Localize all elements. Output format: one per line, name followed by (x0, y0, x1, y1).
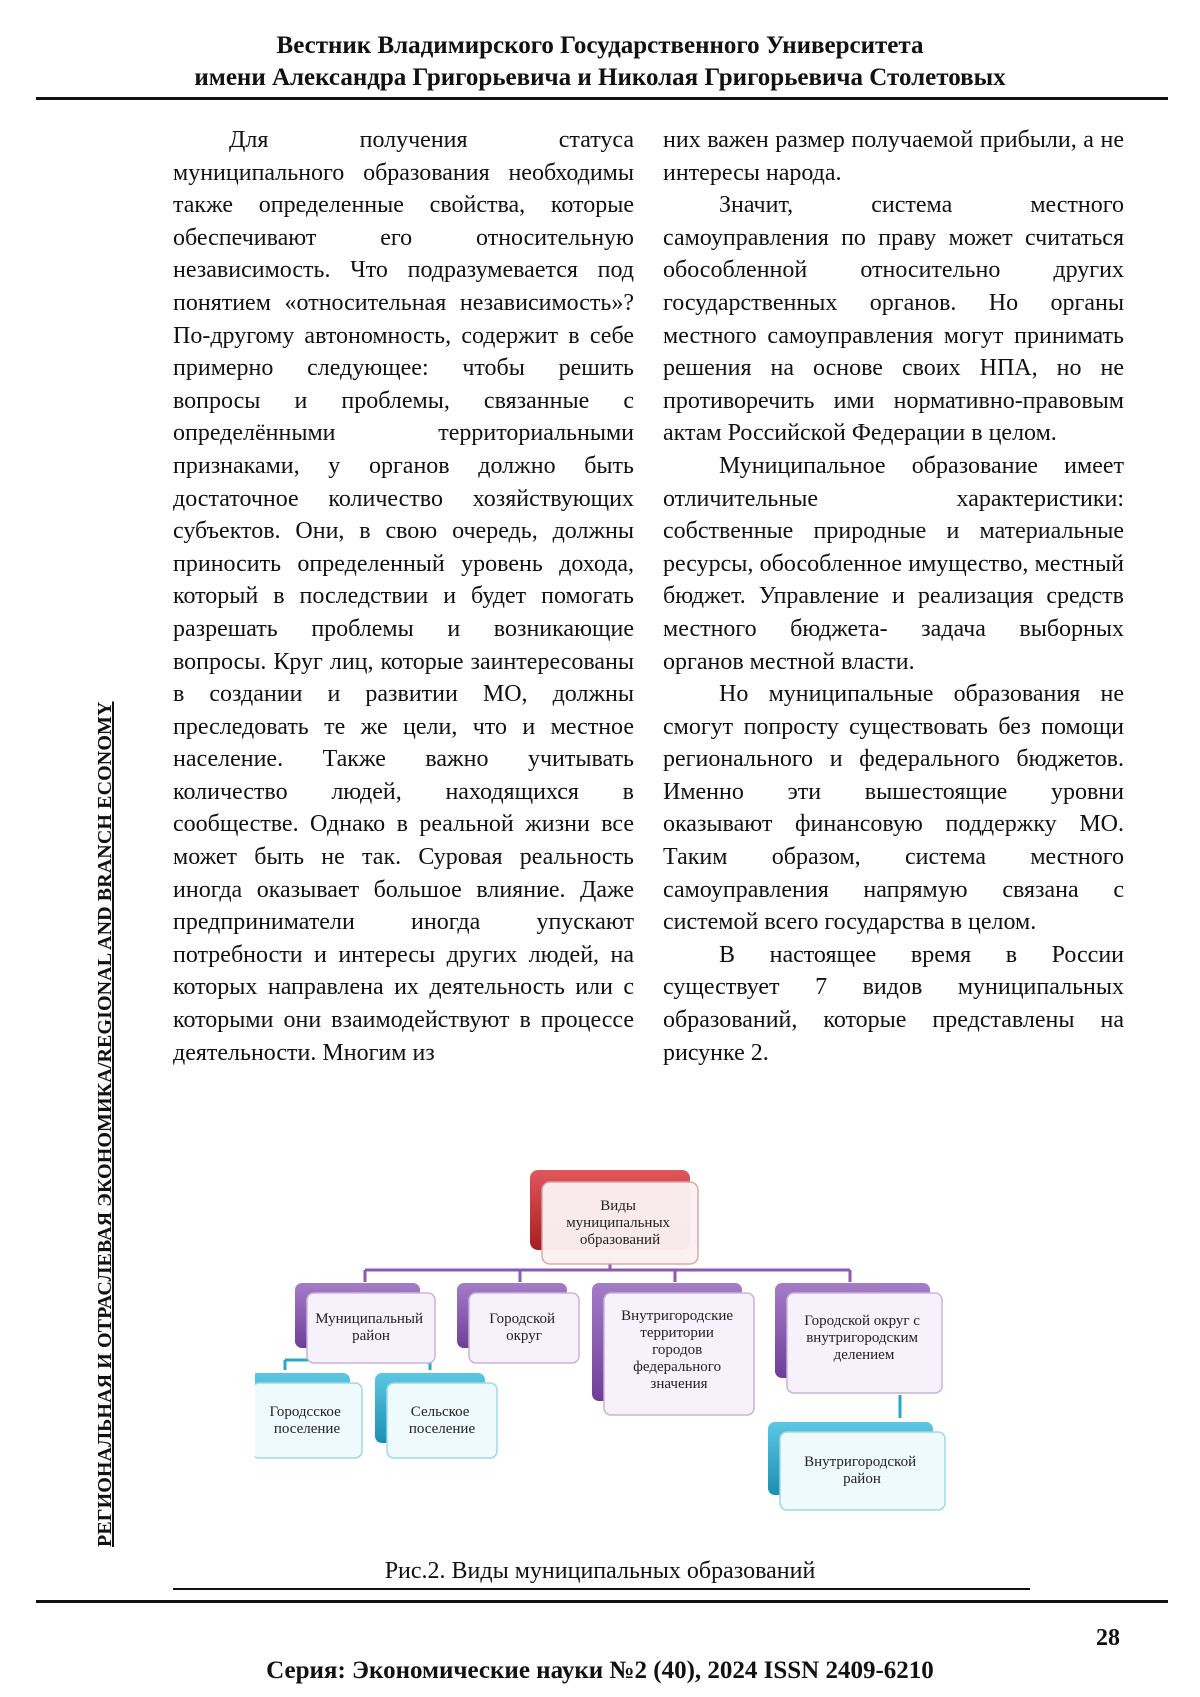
urban-settlement-label: Городсское поселение (269, 1404, 341, 1437)
rural-settlement-label: Сельское поселение (408, 1404, 476, 1437)
journal-header (0, 30, 1200, 94)
municipal-types-diagram (255, 1170, 1055, 1545)
page-number: 28 (1096, 1625, 1120, 1651)
journal-title-line-2: имени Александра Григорьевича и Николая Григорьевича Столетовых (194, 64, 1006, 91)
journal-series-footer: Серия: Экономические науки №2 (40), 2024 ISSN 2409-6210 (266, 1657, 934, 1684)
federal-cities-territories-box (592, 1283, 754, 1415)
header-rule (36, 97, 1168, 100)
municipal-district-label: Муниципальный район (315, 1311, 424, 1344)
city-district-label: Городской округ (489, 1311, 556, 1344)
paragraph: Для получения статуса муниципального образования необходимы также определенные свойства, которые обеспечивают его относительную независимость. Что подразумевается под понятием «относительная независимость»? По-другому автономность, содержит в себе примерно следующее: чтобы решить вопросы и проблемы, связанные с определёнными территориальными признаками, у органов должно быть достаточное количество хозяйствующих субъектов. Они, в свою очередь, должны приносить определенный уровень дохода, который в последствии и будет помогать разрешать проблемы и возникающие вопросы. Круг лиц, которые заинтересованы в создании и развитии МО, должны преследовать те же цели, что и местное население. Также важно учитывать количество людей, находящихся в сообществе. Однако в реальной жизни все может быть не так. Суровая реальность иногда оказывает большое влияние. Даже предприниматели иногда упускают потребности и интересы других людей, на которых направлена их деятельность или с которыми они взаимодействуют в процессе деятельности. Многим из (173, 127, 634, 1066)
root-label: Виды муниципальных образований (566, 1198, 671, 1248)
paragraph: Значит, система местного самоуправления по праву может считаться обособленной относительно других государственных органов. Но органы местного самоуправления могут принимать решения на основе своих НПА, но не противоречить ими нормативно-правовым актам Российской Федерации в целом. (663, 192, 1124, 447)
intracity-district-label: Внутригородской район (804, 1454, 917, 1487)
left-column (173, 124, 634, 1069)
section-side-label: РЕГИОНАЛЬНАЯ И ОТРАСЛЕВАЯ ЭКОНОМИКА/REGIONAL AND BRANCH ECONOMY (94, 701, 116, 1547)
caption-rule (173, 1588, 1030, 1590)
paragraph: В настоящее время в России существует 7 видов муниципальных образований, которые представлены на рисунке 2. (663, 941, 1124, 1066)
paragraph: Но муниципальные образования не смогут попросту существовать без помощи регионального и федерального бюджетов. Именно эти вышестоящие уровни оказывают финансовую поддержку МО. Таким образом, система местного самоуправления напрямую связана с системой всего государства в целом. (663, 681, 1124, 936)
paragraph: Муниципальное образование имеет отличительные характеристики: собственные природные и материальные ресурсы, обособленное имущество, местный бюджет. Управление и реализация средств местного бюджета- задача выборных органов местной власти. (663, 452, 1124, 675)
footer-rule (36, 1600, 1168, 1603)
root-box (530, 1170, 698, 1264)
city-district-box (457, 1283, 579, 1363)
right-column (663, 124, 1124, 1069)
city-district-with-division-label: Городской округ с внутригородским делением (804, 1313, 920, 1363)
urban-settlement-box (255, 1373, 362, 1458)
federal-cities-territories-label: Внутригородские территории городов федерального значения (621, 1308, 734, 1392)
paragraph: них важен размер получаемой прибыли, а не интересы народа. (663, 127, 1124, 186)
city-district-with-division-box (775, 1283, 942, 1393)
figure-caption: Рис.2. Виды муниципальных образований (384, 1558, 816, 1584)
rural-settlement-box (375, 1373, 497, 1458)
journal-title-line-1: Вестник Владимирского Государственного Университета (276, 32, 924, 59)
intracity-district-box (768, 1422, 945, 1510)
municipal-district-box (295, 1283, 435, 1363)
